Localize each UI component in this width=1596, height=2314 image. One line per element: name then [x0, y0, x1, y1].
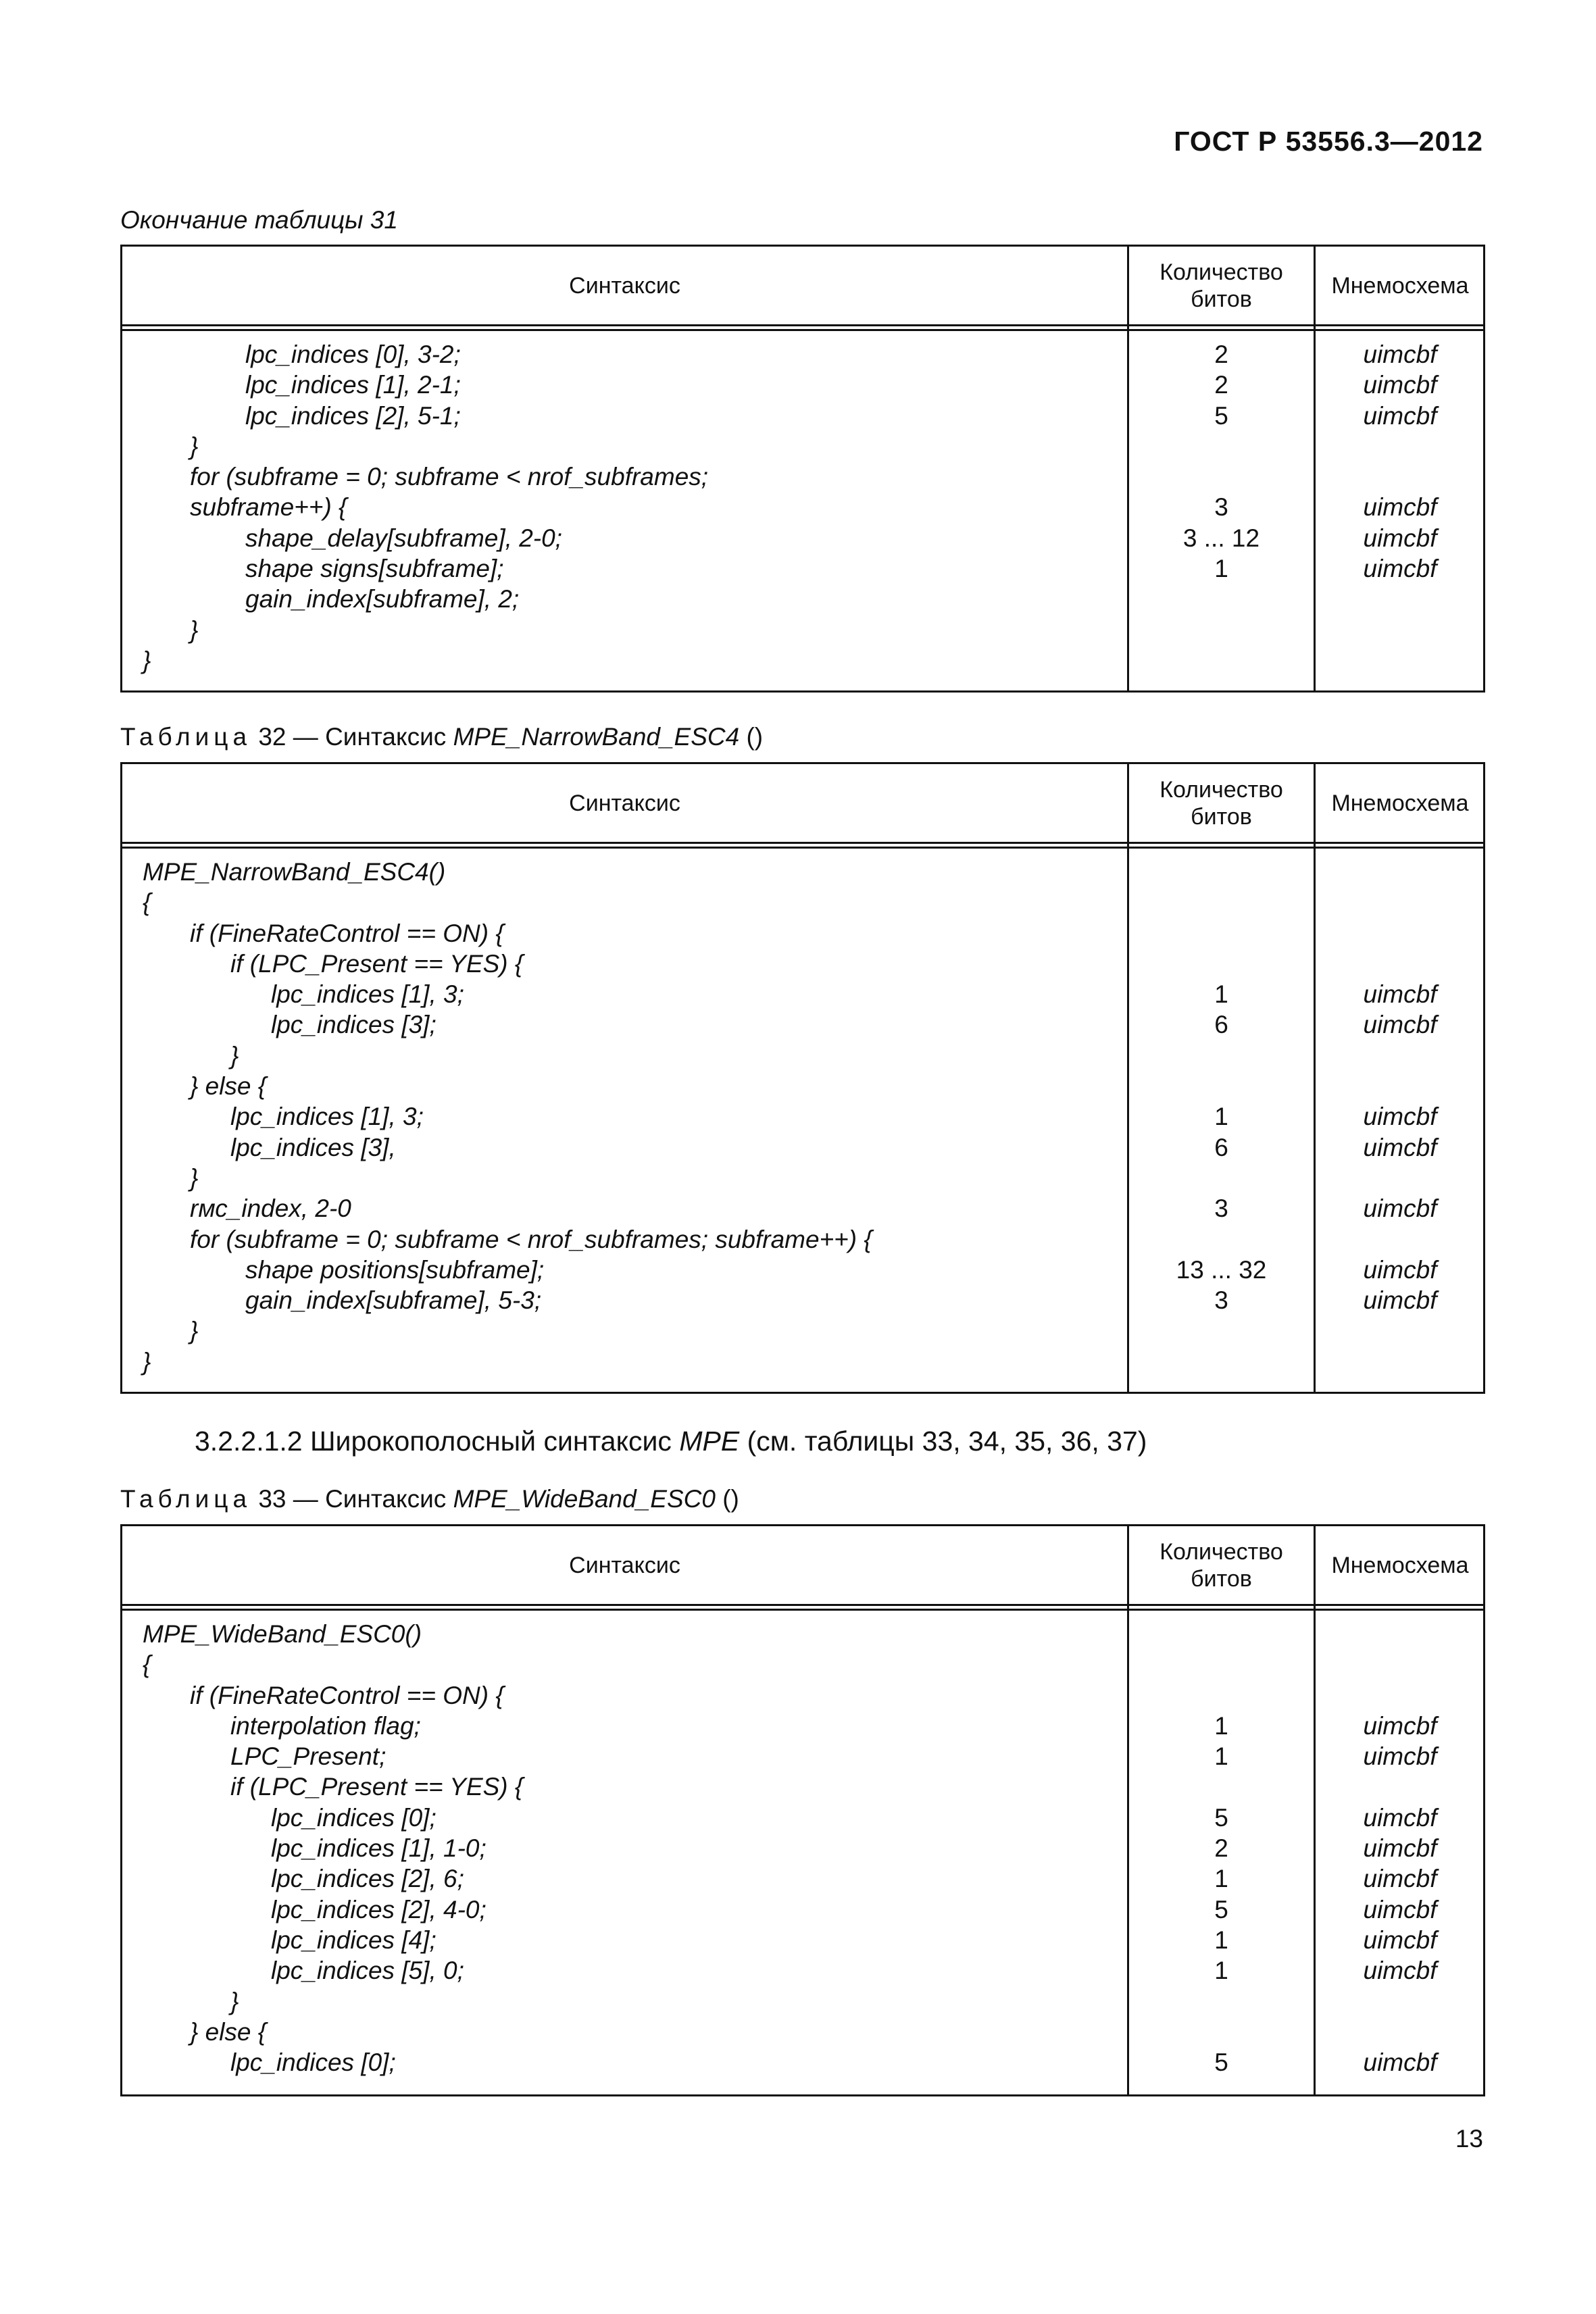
mnemonic-cell: uimcbf	[1363, 1286, 1437, 1315]
bits-cell: 3 ... 12	[1182, 524, 1260, 552]
table-33	[120, 1524, 1485, 2096]
col-mnemonic-header: Мнемосхема	[1331, 790, 1469, 816]
col-bits-header: Количество битов	[1159, 776, 1283, 830]
table-row	[122, 1315, 1483, 1346]
syntax-cell: {	[143, 1651, 151, 1679]
mnemonic-cell: uimcbf	[1363, 1926, 1437, 1954]
mnemonic-cell: uimcbf	[1363, 1103, 1437, 1131]
syntax-cell: lpc_indices [1], 3;	[230, 1103, 424, 1131]
syntax-cell: }	[190, 615, 199, 644]
table-row	[122, 1009, 1483, 1040]
syntax-cell: lpc_indices [5], 0;	[271, 1957, 464, 1985]
bits-cell: 6	[1214, 1011, 1228, 1039]
bits-cell: 3	[1214, 1286, 1228, 1315]
table-header	[122, 764, 1483, 842]
table-row	[122, 1285, 1483, 1315]
syntax-cell: gain_index[subframe], 2;	[245, 585, 520, 613]
syntax-cell: shape positions[subframe];	[245, 1255, 545, 1284]
table-row	[122, 401, 1483, 431]
col-syntax-header: Синтаксис	[569, 1552, 680, 1578]
mnemonic-cell: uimcbf	[1363, 1834, 1437, 1863]
syntax-cell: }	[143, 646, 151, 674]
col-mnemonic-header: Мнемосхема	[1331, 272, 1469, 299]
mnemonic-cell: uimcbf	[1363, 1011, 1437, 1039]
syntax-cell: if (LPC_Present == YES) {	[230, 1773, 524, 1801]
table-row	[122, 1040, 1483, 1071]
mnemonic-cell: uimcbf	[1363, 524, 1437, 552]
table-row	[122, 1132, 1483, 1163]
table-row	[122, 1255, 1483, 1285]
bits-cell: 5	[1214, 401, 1228, 430]
mnemonic-cell: uimcbf	[1363, 1711, 1437, 1740]
table-row	[122, 1347, 1483, 1377]
table-row	[122, 584, 1483, 614]
table-row	[122, 431, 1483, 461]
mnemonic-cell: uimcbf	[1363, 1865, 1437, 1893]
bits-cell: 1	[1214, 1926, 1228, 1954]
mnemonic-cell: uimcbf	[1363, 1957, 1437, 1985]
bits-cell: 5	[1214, 2048, 1228, 2077]
document-code: ГОСТ Р 53556.3—2012	[1174, 126, 1483, 157]
bits-cell: 13 ... 32	[1176, 1255, 1267, 1284]
mnemonic-cell: uimcbf	[1363, 980, 1437, 1009]
table-row	[122, 1224, 1483, 1255]
table-row	[122, 1955, 1483, 1986]
mnemonic-cell: uimcbf	[1363, 1895, 1437, 1923]
table-row	[122, 370, 1483, 400]
syntax-cell: }	[190, 432, 199, 460]
syntax-cell: }	[190, 1163, 199, 1192]
col-mnemonic-header: Мнемосхема	[1331, 1552, 1469, 1578]
syntax-cell: for (subframe = 0; subframe < nrof_subframes; subframe++) {	[190, 1225, 872, 1253]
mnemonic-cell: uimcbf	[1363, 341, 1437, 368]
syntax-cell: lpc_indices [1], 1-0;	[271, 1834, 487, 1863]
syntax-cell: lpc_indices [3];	[271, 1011, 437, 1039]
table-header	[122, 1526, 1483, 1604]
syntax-cell: MPE_WideBand_ESC0()	[143, 1620, 422, 1648]
col-bits-header: Количество битов	[1159, 259, 1283, 312]
table-row	[122, 1894, 1483, 1925]
table-row	[122, 461, 1483, 492]
table-row	[122, 1101, 1483, 1132]
syntax-cell: lpc_indices [2], 4-0;	[271, 1895, 487, 1923]
table-row	[122, 1986, 1483, 2017]
table-row	[122, 1833, 1483, 1863]
bits-cell: 3	[1214, 1194, 1228, 1223]
syntax-cell: subframe++) {	[190, 493, 347, 522]
syntax-cell: if (FineRateControl == ON) {	[190, 1681, 504, 1709]
syntax-cell: rмс_index, 2-0	[190, 1194, 351, 1223]
bits-cell: 3	[1214, 493, 1228, 522]
table-row	[122, 1741, 1483, 1771]
syntax-cell: }	[230, 1041, 239, 1070]
syntax-cell: lpc_indices [2], 5-1;	[245, 401, 461, 430]
syntax-cell: if (FineRateControl == ON) {	[190, 919, 504, 947]
syntax-cell: if (LPC_Present == YES) {	[230, 949, 524, 978]
mnemonic-cell: uimcbf	[1363, 1742, 1437, 1771]
bits-cell: 5	[1214, 1803, 1228, 1832]
mnemonic-cell: uimcbf	[1363, 1255, 1437, 1284]
bits-cell: 1	[1214, 1865, 1228, 1893]
table-row	[122, 1071, 1483, 1101]
bits-cell: 1	[1214, 980, 1228, 1009]
col-bits-header: Количество битов	[1159, 1538, 1283, 1592]
bits-cell: 1	[1214, 1711, 1228, 1740]
table31-caption: Окончание таблицы 31	[120, 206, 398, 234]
table-row	[122, 1619, 1483, 1649]
syntax-cell: }	[230, 1987, 239, 2015]
syntax-cell: }	[190, 1317, 199, 1345]
syntax-cell: lpc_indices [1], 3;	[271, 980, 464, 1009]
mnemonic-cell: uimcbf	[1363, 401, 1437, 430]
mnemonic-cell: uimcbf	[1363, 371, 1437, 399]
table-row	[122, 553, 1483, 584]
bits-cell: 1	[1214, 1957, 1228, 1985]
table-row	[122, 979, 1483, 1009]
section-heading: 3.2.2.1.2 Широкополосный синтаксис MPE (см. таблицы 33, 34, 35, 36, 37)	[195, 1426, 1147, 1457]
table-row	[122, 1771, 1483, 1802]
mnemonic-cell: uimcbf	[1363, 1194, 1437, 1223]
mnemonic-cell: uimcbf	[1363, 1133, 1437, 1161]
table-row	[122, 918, 1483, 949]
syntax-cell: gain_index[subframe], 5-3;	[245, 1286, 542, 1315]
page-number: 13	[1455, 2125, 1483, 2153]
table-row	[122, 339, 1483, 370]
table-row	[122, 492, 1483, 522]
table32-caption: Таблица 32 — Синтаксис MPE_NarrowBand_ESC4 ()	[120, 723, 764, 751]
syntax-cell: {	[143, 888, 151, 917]
syntax-cell: shape_delay[subframe], 2-0;	[245, 524, 562, 552]
syntax-cell: for (subframe = 0; subframe < nrof_subframes;	[190, 463, 709, 491]
syntax-cell: lpc_indices [3],	[230, 1133, 396, 1161]
mnemonic-cell: uimcbf	[1363, 1803, 1437, 1832]
bits-cell: 1	[1214, 1742, 1228, 1771]
bits-cell: 2	[1214, 341, 1228, 368]
syntax-cell: shape signs[subframe];	[245, 555, 504, 583]
syntax-cell: } else {	[190, 1072, 267, 1101]
table-row	[122, 1649, 1483, 1680]
syntax-cell: lpc_indices [4];	[271, 1926, 437, 1954]
table-row	[122, 2047, 1483, 2078]
syntax-cell: lpc_indices [0];	[271, 1803, 437, 1832]
syntax-cell: lpc_indices [0];	[230, 2048, 396, 2077]
syntax-cell: }	[143, 1347, 151, 1376]
syntax-cell: lpc_indices [2], 6;	[271, 1865, 464, 1893]
table-row	[122, 1193, 1483, 1224]
table-row	[122, 949, 1483, 979]
syntax-cell: lpc_indices [1], 2-1;	[245, 371, 461, 399]
bits-cell: 1	[1214, 1103, 1228, 1131]
bits-cell: 2	[1214, 1834, 1228, 1863]
table-31	[120, 245, 1485, 693]
bits-cell: 2	[1214, 371, 1228, 399]
syntax-cell: MPE_NarrowBand_ESC4()	[143, 858, 446, 886]
table-row	[122, 1163, 1483, 1193]
bits-cell: 1	[1214, 555, 1228, 583]
table-row	[122, 615, 1483, 645]
table-row	[122, 2017, 1483, 2047]
table-row	[122, 1803, 1483, 1833]
table-row	[122, 1925, 1483, 1955]
mnemonic-cell: uimcbf	[1363, 555, 1437, 583]
table-32	[120, 762, 1485, 1394]
syntax-cell: LPC_Present;	[230, 1742, 386, 1771]
syntax-cell: lpc_indices [0], 3-2;	[245, 341, 461, 368]
col-syntax-header: Синтаксис	[569, 272, 680, 299]
mnemonic-cell: uimcbf	[1363, 2048, 1437, 2077]
table-row	[122, 857, 1483, 887]
mnemonic-cell: uimcbf	[1363, 493, 1437, 522]
col-syntax-header: Синтаксис	[569, 790, 680, 816]
table-row	[122, 887, 1483, 917]
bits-cell: 5	[1214, 1895, 1228, 1923]
table-row	[122, 1863, 1483, 1894]
table-row	[122, 1680, 1483, 1711]
table-row	[122, 1711, 1483, 1741]
table-header	[122, 247, 1483, 324]
syntax-cell: interpolation flag;	[230, 1711, 421, 1740]
bits-cell: 6	[1214, 1133, 1228, 1161]
table33-caption: Таблица 33 — Синтаксис MPE_WideBand_ESC0 ()	[120, 1485, 739, 1513]
syntax-cell: } else {	[190, 2017, 267, 2046]
table-row	[122, 523, 1483, 553]
table-row	[122, 645, 1483, 676]
